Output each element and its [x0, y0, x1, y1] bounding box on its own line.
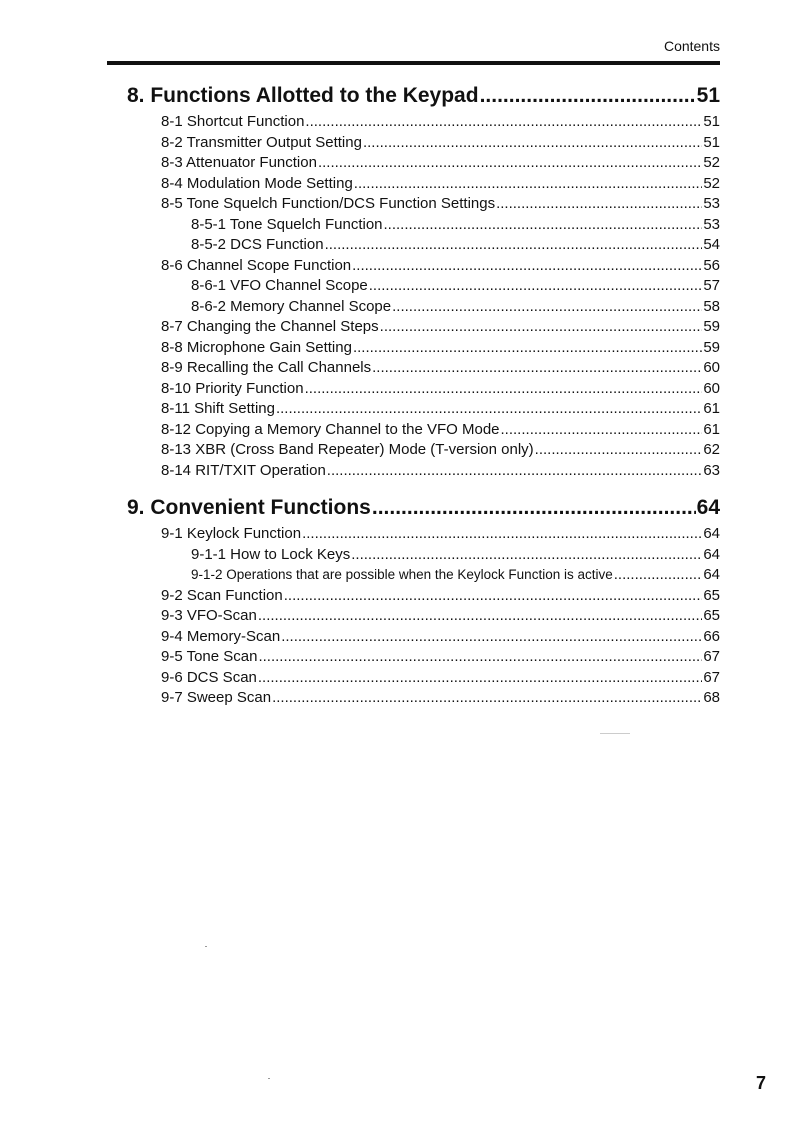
leader-dots [327, 461, 703, 482]
leader-dots [305, 379, 703, 400]
leader-dots [392, 297, 702, 318]
toc-entry[interactable]: 9-6 DCS Scan ..... 67 [127, 668, 720, 689]
leader-dots [496, 194, 702, 215]
toc-subentry[interactable]: 9-1-1 How to Lock Keys ..... 64 [127, 545, 720, 566]
toc-entry[interactable]: 8-14 RIT/TXIT Operation ..... 63 [127, 461, 720, 482]
toc-entry[interactable]: 8-5 Tone Squelch Function/DCS Function Settings ..... 53 [127, 194, 720, 215]
toc-entry[interactable]: 9-7 Sweep Scan ..... 68 [127, 688, 720, 709]
leader-dots [258, 606, 702, 627]
leader-dots [351, 545, 702, 566]
leader-dots [384, 215, 703, 236]
toc-entry[interactable]: 8-3 Attenuator Function ..... 52 [127, 153, 720, 174]
running-header: Contents [663, 38, 720, 54]
toc-entry[interactable]: 8-9 Recalling the Call Channels ..... 60 [127, 358, 720, 379]
toc-entry[interactable]: 8-12 Copying a Memory Channel to the VFO Mode ..... 61 [127, 420, 720, 441]
toc-subentry[interactable]: 8-5-1 Tone Squelch Function ..... 53 [127, 215, 720, 236]
leader-dots [352, 256, 702, 277]
toc-section-8 [127, 84, 720, 481]
leader-dots [501, 420, 703, 441]
toc-heading[interactable]: 9. Convenient Functions ..... 64 [127, 496, 720, 520]
leader-dots [372, 496, 696, 520]
toc-subentry[interactable]: 9-1-2 Operations that are possible when the Keylock Function is active ..... 64 [127, 565, 720, 586]
toc-entry[interactable]: 8-6 Channel Scope Function ..... 56 [127, 256, 720, 277]
leader-dots [258, 647, 702, 668]
leader-dots [363, 133, 702, 154]
toc-subentry[interactable]: 8-6-2 Memory Channel Scope ..... 58 [127, 297, 720, 318]
leader-dots [614, 565, 703, 586]
table-of-contents [127, 84, 720, 709]
leader-dots [535, 440, 703, 461]
leader-dots [380, 317, 703, 338]
scan-speck [205, 946, 207, 947]
leader-dots [284, 586, 703, 607]
leader-dots [353, 338, 702, 359]
leader-dots [258, 668, 702, 689]
leader-dots [276, 399, 702, 420]
scan-speck [600, 733, 630, 734]
toc-entry[interactable]: 8-11 Shift Setting ..... 61 [127, 399, 720, 420]
toc-section-9 [127, 496, 720, 709]
toc-entry[interactable]: 9-3 VFO-Scan ..... 65 [127, 606, 720, 627]
leader-dots [480, 84, 696, 108]
toc-entry[interactable]: 8-7 Changing the Channel Steps ..... 59 [127, 317, 720, 338]
leader-dots [302, 524, 702, 545]
toc-entry[interactable]: 8-10 Priority Function ..... 60 [127, 379, 720, 400]
toc-entry[interactable]: 8-1 Shortcut Function ..... 51 [127, 112, 720, 133]
leader-dots [372, 358, 702, 379]
leader-dots [369, 276, 703, 297]
toc-entry[interactable]: 8-13 XBR (Cross Band Repeater) Mode (T-version only) ..... 62 [127, 440, 720, 461]
leader-dots [272, 688, 702, 709]
toc-subentry[interactable]: 8-5-2 DCS Function ..... 54 [127, 235, 720, 256]
scan-speck [268, 1078, 270, 1079]
toc-subentry[interactable]: 8-6-1 VFO Channel Scope ..... 57 [127, 276, 720, 297]
toc-entry[interactable]: 8-8 Microphone Gain Setting ..... 59 [127, 338, 720, 359]
leader-dots [354, 174, 703, 195]
toc-entry[interactable]: 9-4 Memory-Scan ..... 66 [127, 627, 720, 648]
page-number: 7 [756, 1073, 767, 1093]
toc-entry[interactable]: 8-4 Modulation Mode Setting ..... 52 [127, 174, 720, 195]
toc-entry[interactable]: 9-1 Keylock Function ..... 64 [127, 524, 720, 545]
leader-dots [305, 112, 702, 133]
leader-dots [318, 153, 702, 174]
leader-dots [281, 627, 702, 648]
leader-dots [325, 235, 703, 256]
toc-heading[interactable]: 8. Functions Allotted to the Keypad ..... 51 [127, 84, 720, 108]
toc-entry[interactable]: 8-2 Transmitter Output Setting ..... 51 [127, 133, 720, 154]
toc-entry[interactable]: 9-2 Scan Function ..... 65 [127, 586, 720, 607]
header-rule [107, 61, 720, 65]
toc-entry[interactable]: 9-5 Tone Scan ..... 67 [127, 647, 720, 668]
